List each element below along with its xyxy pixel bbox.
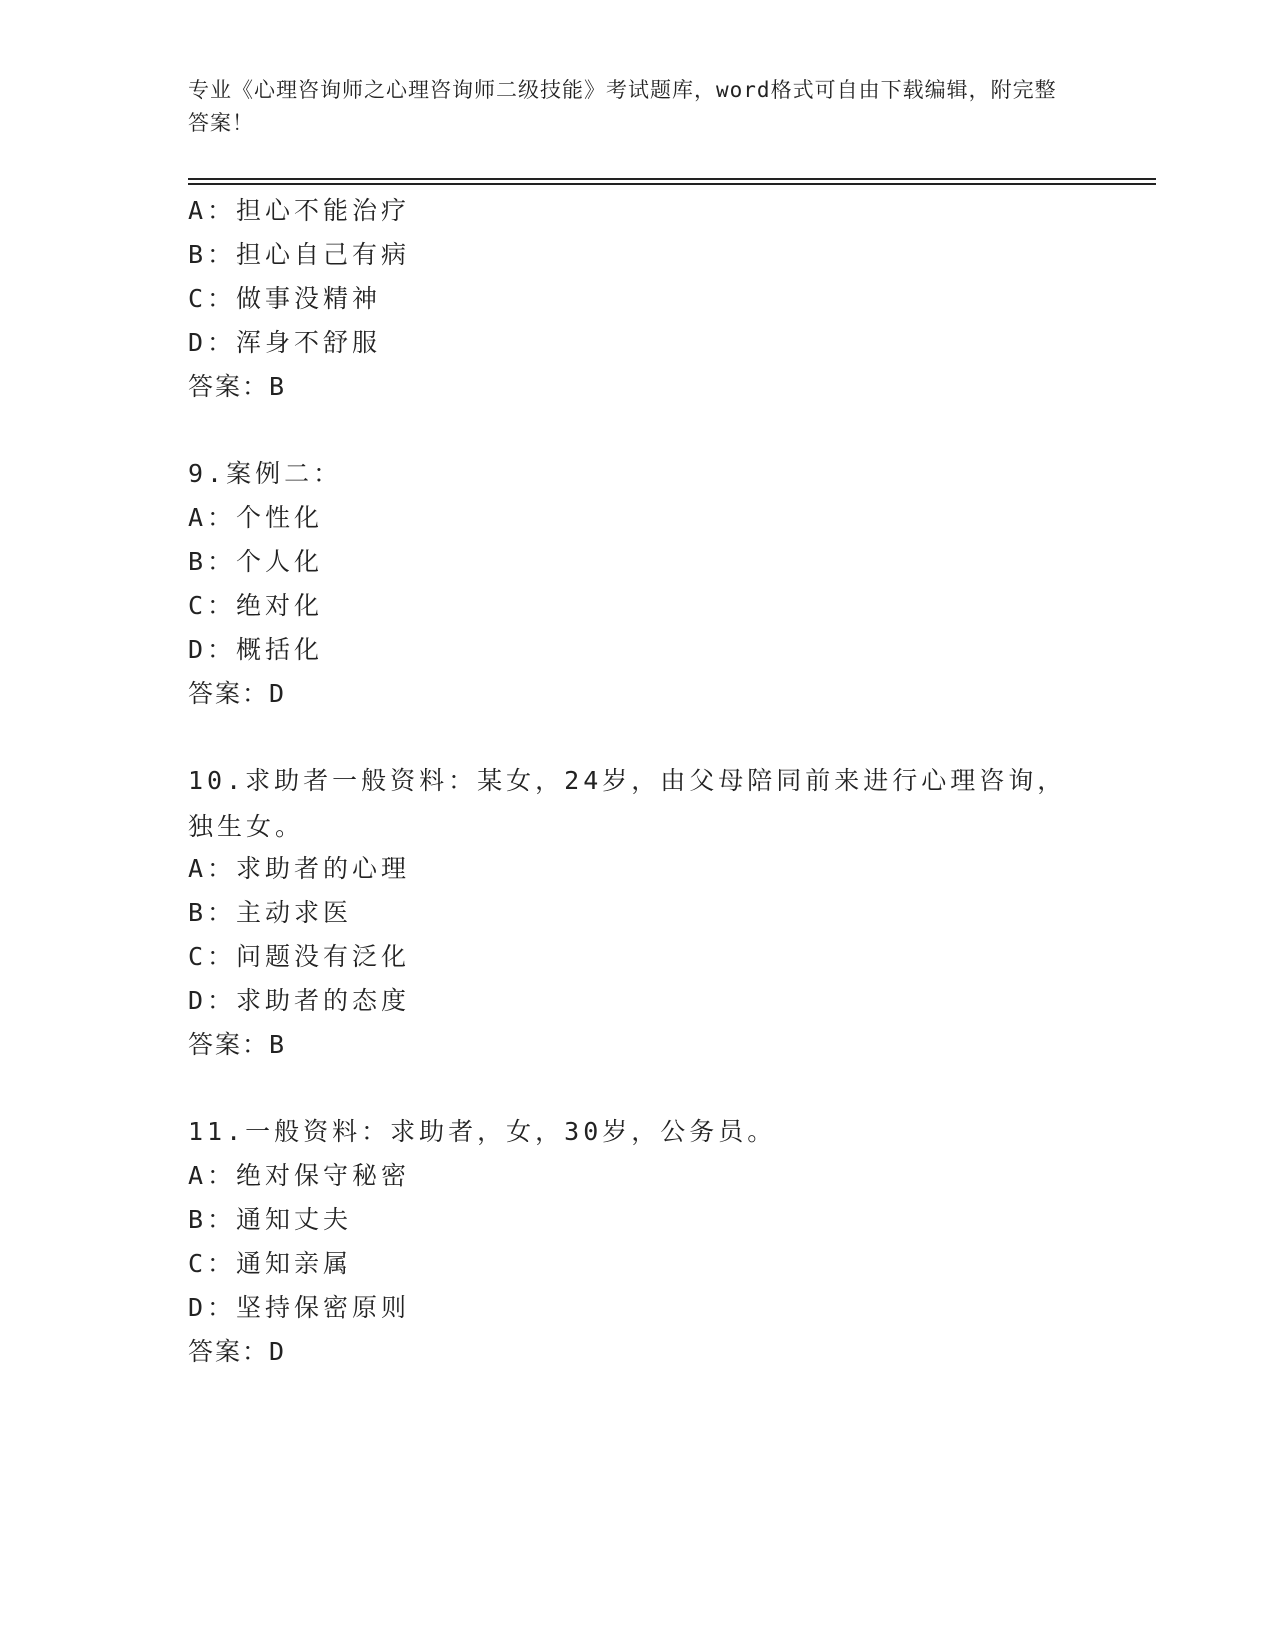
option-d: D：概括化 xyxy=(188,635,324,664)
option-d: D：求助者的态度 xyxy=(188,986,411,1015)
option-b: B：个人化 xyxy=(188,547,324,576)
option-a: A：求助者的心理 xyxy=(188,854,411,883)
option-b: B：主动求医 xyxy=(188,898,353,927)
option-d: D：浑身不舒服 xyxy=(188,328,382,357)
option-c: C：问题没有泛化 xyxy=(188,942,411,971)
answer-line: 答案：B xyxy=(188,1030,287,1059)
answer-line: 答案：D xyxy=(188,1337,287,1366)
answer-line: 答案：B xyxy=(188,372,287,401)
option-d: D：坚持保密原则 xyxy=(188,1293,411,1322)
option-b: B：担心自己有病 xyxy=(188,240,411,269)
answer-line: 答案：D xyxy=(188,679,287,708)
option-a: A：个性化 xyxy=(188,503,324,532)
question-10: 10.求助者一般资料：某女，24岁，由父母陪同前来进行心理咨询，独生女。 xyxy=(188,766,1067,841)
question-9: 9.案例二： xyxy=(188,459,343,488)
document-header: 专业《心理咨询师之心理咨询师二级技能》考试题库，word格式可自由下载编辑，附完整答案！ xyxy=(188,78,1057,135)
option-b: B：通知丈夫 xyxy=(188,1205,353,1234)
option-c: C：做事没精神 xyxy=(188,284,382,313)
header-divider-bottom xyxy=(188,183,1156,185)
question-11: 11.一般资料：求助者，女，30岁，公务员。 xyxy=(188,1117,777,1146)
option-c: C：通知亲属 xyxy=(188,1249,353,1278)
option-a: A：担心不能治疗 xyxy=(188,196,411,225)
option-a: A：绝对保守秘密 xyxy=(188,1161,411,1190)
option-c: C：绝对化 xyxy=(188,591,324,620)
header-divider-top xyxy=(188,178,1156,180)
